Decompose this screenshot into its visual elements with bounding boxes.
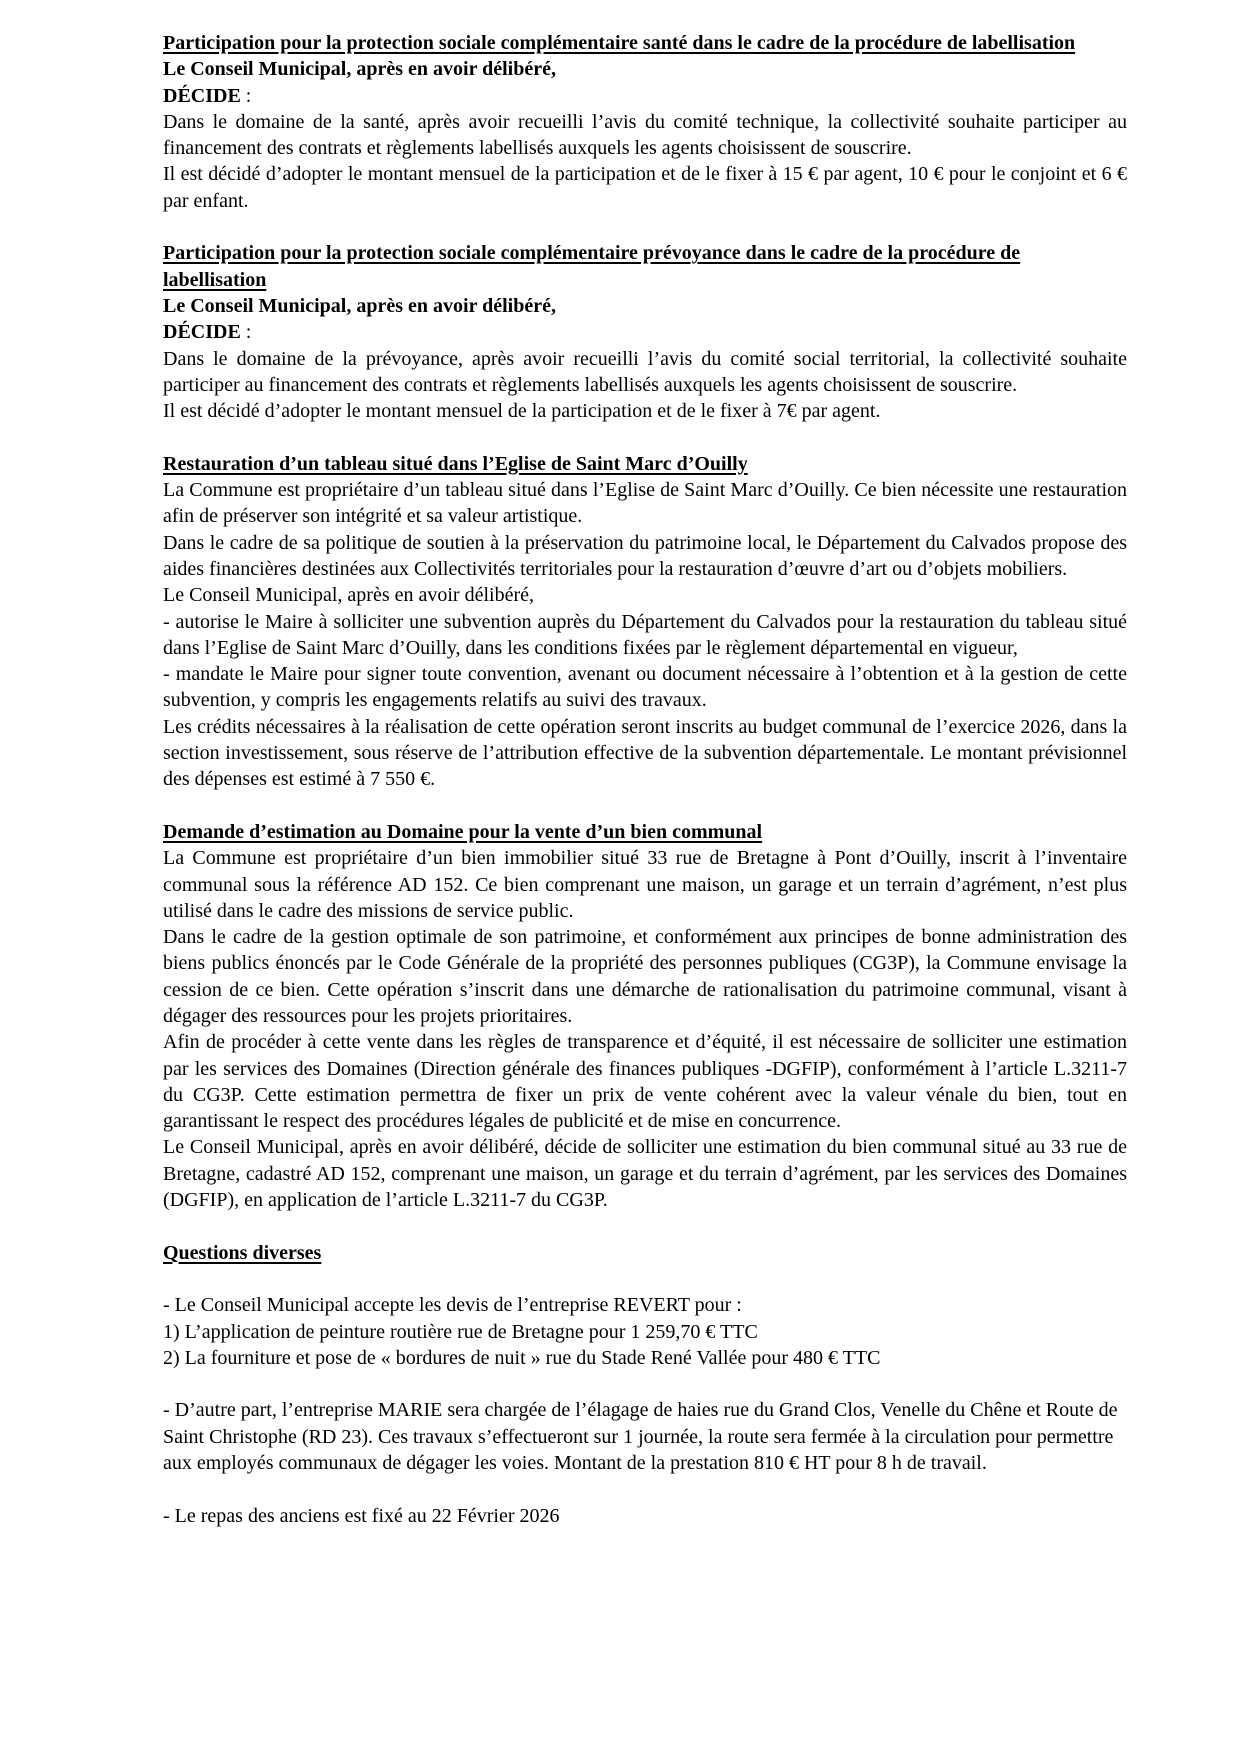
decide-word: DÉCIDE	[163, 321, 241, 344]
decide-word: DÉCIDE	[163, 84, 241, 107]
list-item: - Le Conseil Municipal accepte les devis de l’entreprise REVERT pour :	[163, 1294, 742, 1317]
section-domaine	[163, 819, 1127, 1213]
paragraph: Dans le cadre de la gestion optimale de son patrimoine, et conformément aux principes de bonne administration des biens publics énoncés par le Code Générale de la propriété des personnes publiques (CG3P), la Commune envisage la cession de ce bien. Cette opération s’inscrit dans une démarche de rationalisation du patrimoine communal, visant à dégager des ressources pour les projets prioritaires.	[163, 926, 1127, 1027]
paragraph: Il est décidé d’adopter le montant mensuel de la participation et de le fixer à 15 € par agent, 10 € pour le conjoint et 6 € par enfant.	[163, 163, 1127, 212]
document-page	[163, 30, 1127, 1529]
paragraph: Dans le domaine de la santé, après avoir recueilli l’avis du comité technique, la collectivité souhaite participer au financement des contrats et règlements labellisés auxquels les agents choisissent de souscrire.	[163, 110, 1127, 160]
decide-line	[163, 83, 1127, 109]
decide-line	[163, 319, 1127, 345]
council-deliberation: Le Conseil Municipal, après en avoir délibéré,	[163, 294, 556, 317]
section-title-domaine: Demande d’estimation au Domaine pour la vente d’un bien communal	[163, 820, 763, 843]
section-title-sante: Participation pour la protection sociale complémentaire santé dans le cadre de la procédure de labellisation	[163, 32, 1076, 54]
paragraph: - D’autre part, l’entreprise MARIE sera chargée de l’élagage de haies rue du Grand Clos, Venelle du Chêne et Route de Saint Christophe (RD 23). Ces travaux s’effectueront sur 1 journée, la route sera fermée à la circulation pour permettre aux employés communaux de dégager les voies. Montant de la prestation 810 € HT pour 8 h de travail.	[163, 1399, 1118, 1475]
paragraph: La Commune est propriétaire d’un tableau situé dans l’Eglise de Saint Marc d’Ouilly. Ce bien nécessite une restauration afin de préserver son intégrité et sa valeur artistique.	[163, 479, 1127, 528]
paragraph: Le Conseil Municipal, après en avoir délibéré, décide de solliciter une estimation du bien communal situé au 33 rue de Bretagne, cadastré AD 152, comprenant une maison, un garage et du terrain d’agrément, par les services des Domaines (DGFIP), en application de l’article L.3211-7 du CG3P.	[163, 1136, 1127, 1212]
paragraph: La Commune est propriétaire d’un bien immobilier situé 33 rue de Bretagne à Pont d’Ouilly, inscrit à l’inventaire communal sous la référence AD 152. Ce bien comprenant une maison, un garage et un terrain d’agrément, n’est plus utilisé dans le cadre des missions de service public.	[163, 847, 1127, 922]
section-title-restauration: Restauration d’un tableau situé dans l’Eglise de Saint Marc d’Ouilly	[163, 452, 748, 475]
council-deliberation: Le Conseil Municipal, après en avoir délibéré,	[163, 58, 556, 81]
paragraph: Les crédits nécessaires à la réalisation de cette opération seront inscrits au budget communal de l’exercice 2026, dans la section investissement, sous réserve de l’attribution effective de la subvention départementale. Le montant prévisionnel des dépenses est estimé à 7 550 €.	[163, 715, 1127, 791]
decide-suffix: :	[240, 321, 252, 344]
section-prevoyance	[163, 240, 1127, 424]
paragraph: - mandate le Maire pour signer toute convention, avenant ou document nécessaire à l’obtention et à la gestion de cette subvention, y compris les engagements relatifs au suivi des travaux.	[163, 663, 1127, 712]
section-title-questions: Questions diverses	[163, 1241, 322, 1264]
paragraph: Le Conseil Municipal, après en avoir délibéré,	[163, 584, 534, 607]
paragraph: Il est décidé d’adopter le montant mensuel de la participation et de le fixer à 7€ par agent.	[163, 400, 881, 423]
section-title-prevoyance: Participation pour la protection sociale complémentaire prévoyance dans le cadre de la procédure de labellisation	[163, 242, 1021, 291]
paragraph: Dans le cadre de sa politique de soutien à la préservation du patrimoine local, le Département du Calvados propose des aides financières destinées aux Collectivités territoriales pour la restauration d’œuvre d’art ou d’objets mobiliers.	[163, 531, 1127, 580]
paragraph: - autorise le Maire à solliciter une subvention auprès du Département du Calvados pour la restauration du tableau situé dans l’Eglise de Saint Marc d’Ouilly, dans les conditions fixées par le règlement départemental en vigueur,	[163, 610, 1127, 659]
section-questions	[163, 1240, 1127, 1529]
list-item: 1) L’application de peinture routière rue de Bretagne pour 1 259,70 € TTC	[163, 1320, 758, 1343]
list-item: - Le repas des anciens est fixé au 22 Février 2026	[163, 1504, 560, 1527]
decide-suffix: :	[240, 84, 252, 107]
paragraph: Dans le domaine de la prévoyance, après avoir recueilli l’avis du comité social territorial, la collectivité souhaite participer au financement des contrats et règlements labellisés auxquels les agents choisissent de souscrire.	[163, 347, 1127, 396]
list-item: 2) La fourniture et pose de « bordures de nuit » rue du Stade René Vallée pour 480 € TTC	[163, 1346, 881, 1369]
section-restauration	[163, 451, 1127, 793]
section-sante	[163, 30, 1127, 214]
paragraph: Afin de procéder à cette vente dans les règles de transparence et d’équité, il est nécessaire de solliciter une estimation par les services des Domaines (Direction générale des finances publiques -DGFIP), conformément à l’article L.3211-7 du CG3P. Cette estimation permettra de fixer un prix de vente cohérent avec la valeur vénale du bien, tout en garantissant le respect des procédures légales de publicité et de mise en concurrence.	[163, 1031, 1127, 1133]
